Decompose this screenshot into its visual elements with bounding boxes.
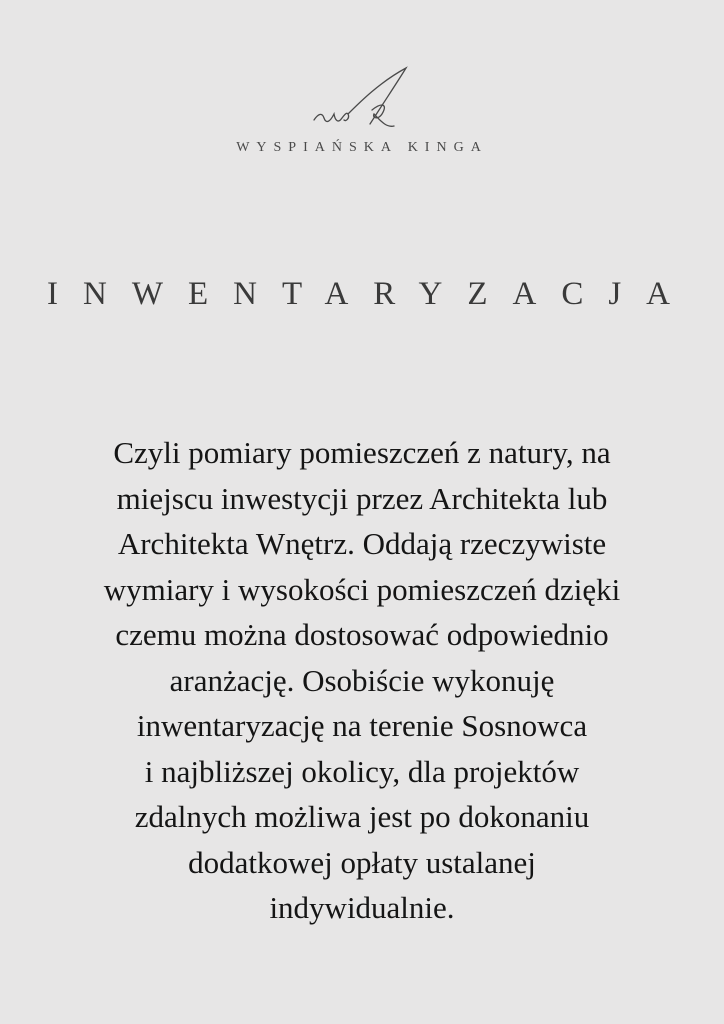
paragraph-line: i najbliższej okolicy, dla projektów <box>144 753 580 789</box>
paragraph-line: czemu można dostosować odpowiednio <box>115 617 609 652</box>
paragraph-line: indywidualnie. <box>269 890 455 925</box>
paragraph-line: Czyli pomiary pomieszczeń z natury, na <box>113 435 611 470</box>
brand-name: WYSPIAŃSKA KINGA <box>236 140 488 155</box>
paragraph-line: wymiary i wysokości pomieszczeń dzięki <box>103 571 621 607</box>
paragraph-line: aranżację. Osobiście wykonuję <box>169 662 555 698</box>
description-paragraph <box>40 430 684 931</box>
wk-signature-logo-icon <box>300 62 420 142</box>
page-title: INWENTARYZACJA <box>47 276 695 312</box>
paragraph-line: dodatkowej opłaty ustalanej <box>188 844 536 880</box>
paragraph-line: inwentaryzację na terenie Sosnowca <box>136 708 588 743</box>
paragraph-line: zdalnych możliwa jest po dokonaniu <box>134 799 590 834</box>
paragraph-line: Architekta Wnętrz. Oddają rzeczywiste <box>117 526 607 561</box>
paragraph-line: miejscu inwestycji przez Architekta lub <box>116 480 608 516</box>
brand-logo <box>0 62 724 162</box>
